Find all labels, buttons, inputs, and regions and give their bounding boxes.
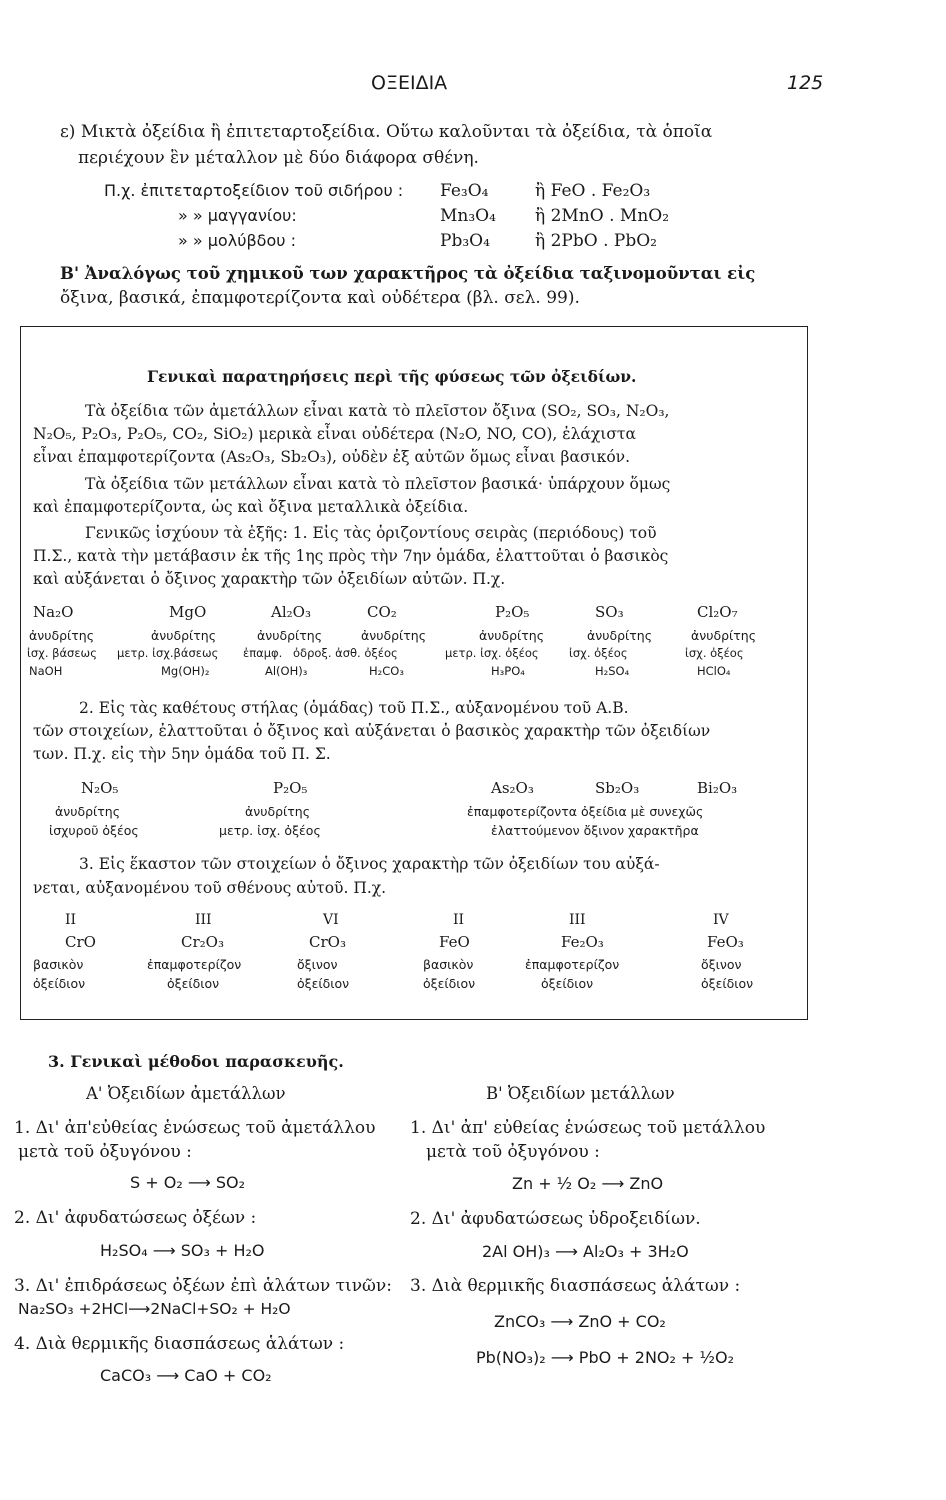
paragraph-line: καὶ αὐξάνεται ὁ ὄξινος χαρακτὴρ τῶν ὀξειδίων αὐτῶν. Π.χ. <box>33 570 506 588</box>
paragraph-line: 3. Εἰς ἕκαστον τῶν στοιχείων ὁ ὄξινος χαρακτὴρ τῶν ὀξειδίων του αὐξά- <box>79 855 660 873</box>
name-cell: ἀνυδρίτης <box>479 628 545 643</box>
example-label: » » μαγγανίου: <box>178 206 297 225</box>
oxide-cell: Fe₂O₃ <box>561 933 604 951</box>
oxide-cell: CrO <box>65 933 96 951</box>
p2o5-desc-1: ἀνυδρίτης <box>245 804 311 819</box>
name-cell: ἀνυδρίτης <box>257 628 323 643</box>
hydroxide-cell: H₃PO₄ <box>491 664 525 678</box>
character-cell: ὀξείδιον <box>167 976 220 991</box>
oxide-cell: Bi₂O₃ <box>697 779 738 797</box>
left-equation-2: H₂SO₄ ⟶ SO₃ + H₂O <box>100 1241 265 1260</box>
valence-cell: VI <box>323 912 339 928</box>
valence-cell: II <box>453 912 465 928</box>
left-method-3: 3. Δι' ἐπιδράσεως ὀξέων ἐπὶ ἁλάτων τινῶν: <box>14 1276 392 1296</box>
name-cell: ἀνυδρίτης <box>29 628 95 643</box>
name-cell: ἀνυδρίτης <box>151 628 217 643</box>
left-method-1b: μετὰ τοῦ ὀξυγόνου : <box>18 1142 192 1162</box>
character-cell: ὀξείδιον <box>701 976 754 991</box>
hydroxide-cell: H₂SO₄ <box>595 664 630 678</box>
character-cell: ὀξείδιον <box>297 976 350 991</box>
oxide-cell: CO₂ <box>367 603 397 621</box>
left-method-2: 2. Δι' ἀφυδατώσεως ὀξέων : <box>14 1208 257 1228</box>
box-title: Γενικαὶ παρατηρήσεις περὶ τῆς φύσεως τῶν ὀξειδίων. <box>147 367 637 386</box>
character-cell: ἐπαμφ. <box>243 646 283 660</box>
oxide-cell: Cr₂O₃ <box>181 933 224 951</box>
character-cell: ὄξινον <box>297 957 338 972</box>
hydroxide-cell: H₂CO₃ <box>369 664 404 678</box>
name-cell: ἀνυδρίτης <box>361 628 427 643</box>
mixed-oxides-line-1: ε) Μικτὰ ὀξείδια ἢ ἐπιτεταρτοξείδια. Οὕτω καλοῦνται τὰ ὀξείδια, τὰ ὁποῖα <box>60 122 713 142</box>
character-cell: ὄξινον <box>701 957 742 972</box>
right-heading: Β' Ὀξειδίων μετάλλων <box>486 1084 675 1103</box>
n2o5-desc-2: ἰσχυροῦ ὀξέος <box>49 823 139 838</box>
mixed-oxides-line-2: περιέχουν ἓν μέταλλον μὲ δύο διάφορα σθένη. <box>78 148 479 168</box>
right-method-1: 1. Δι' ἀπ' εὐθείας ἑνώσεως τοῦ μετάλλου <box>410 1118 766 1138</box>
paragraph-line: Τὰ ὀξείδια τῶν μετάλλων εἶναι κατὰ τὸ πλεῖστον βασικά· ὑπάρχουν ὅμως <box>85 475 671 493</box>
example-formula: Fe₃O₄ <box>440 181 489 201</box>
example-alt-formula: ἢ 2PbO . PbO₂ <box>535 231 657 251</box>
character-cell: ἰσχ. ὀξέος <box>569 646 628 660</box>
character-cell: ὀξείδιον <box>423 976 476 991</box>
right-method-2: 2. Δι' ἀφυδατώσεως ὑδροξειδίων. <box>410 1209 701 1229</box>
oxide-cell: Sb₂O₃ <box>595 779 640 797</box>
oxide-cell: MgO <box>169 603 207 621</box>
name-cell: ἀνυδρίτης <box>587 628 653 643</box>
oxide-cell: SO₃ <box>595 603 624 621</box>
character-cell: μετρ. ἰσχ.βάσεως <box>117 646 219 660</box>
name-cell: ἀνυδρίτης <box>691 628 757 643</box>
methods-title: 3. Γενικαὶ μέθοδοι παρασκευῆς. <box>48 1052 344 1071</box>
character-cell: ἐπαμφοτερίζον <box>525 957 620 972</box>
section-b-line-2: ὄξινα, βασικά, ἐπαμφοτερίζοντα καὶ οὐδέτερα (βλ. σελ. 99). <box>60 288 580 308</box>
valence-cell: III <box>195 912 212 928</box>
character-cell: βασικὸν <box>33 957 84 972</box>
rest-desc-1: ἐπαμφοτερίζοντα ὀξείδια μὲ συνεχῶς <box>467 804 704 819</box>
right-equation-1: Zn + ½ O₂ ⟶ ZnO <box>512 1174 664 1193</box>
page-title: ΟΞΕΙΔΙΑ <box>371 72 448 94</box>
p2o5-desc-2: μετρ. ἰσχ. ὀξέος <box>219 823 321 838</box>
left-method-1: 1. Δι' ἀπ'εὐθείας ἑνώσεως τοῦ ἀμετάλλου <box>14 1118 376 1138</box>
oxide-cell: Al₂O₃ <box>271 603 311 621</box>
paragraph-line: Τὰ ὀξείδια τῶν ἀμετάλλων εἶναι κατὰ τὸ πλεῖστον ὄξινα (SO₂, SO₃, N₂O₃, <box>85 402 670 420</box>
oxide-cell: Cl₂O₇ <box>697 603 738 621</box>
right-method-1b: μετὰ τοῦ ὀξυγόνου : <box>426 1142 600 1162</box>
valence-cell: III <box>569 912 586 928</box>
oxide-cell: FeO <box>439 933 470 951</box>
n2o5-desc-1: ἀνυδρίτης <box>55 804 121 819</box>
character-cell: ὀξείδιον <box>541 976 594 991</box>
character-cell: μετρ. ἰσχ. ὀξέος <box>445 646 539 660</box>
character-cell: ἐπαμφοτερίζον <box>147 957 242 972</box>
character-cell: ὀξείδιον <box>33 976 86 991</box>
observations-box <box>20 326 808 1020</box>
paragraph-line: Π.Σ., κατὰ τὴν μετάβασιν ἐκ τῆς 1ης πρὸς τὴν 7ην ὁμάδα, ἐλαττοῦται ὁ βασικὸς <box>33 547 669 565</box>
hydroxide-cell: HClO₄ <box>697 664 731 678</box>
paragraph-line: 2. Εἰς τὰς καθέτους στήλας (ὁμάδας) τοῦ Π.Σ., αὐξανομένου τοῦ Α.Β. <box>79 699 629 717</box>
example-formula: Pb₃O₄ <box>440 231 490 251</box>
character-cell: βασικὸν <box>423 957 474 972</box>
hydroxide-cell: NaOH <box>29 664 63 678</box>
left-equation-3: Na₂SO₃ +2HCl⟶2NaCl+SO₂ + H₂O <box>18 1300 291 1318</box>
rest-desc-2: ἐλαττούμενον ὄξινον χαρακτῆρα <box>491 823 699 838</box>
example-alt-formula: ἢ FeO . Fe₂O₃ <box>535 181 651 201</box>
paragraph-line: τῶν στοιχείων, ἐλαττοῦται ὁ ὄξινος καὶ αὐξάνεται ὁ βασικὸς χαρακτὴρ τῶν ὀξειδίων <box>33 722 711 740</box>
oxide-cell: P₂O₅ <box>273 779 308 797</box>
paragraph-line: Γενικῶς ἰσχύουν τὰ ἑξῆς: 1. Εἰς τὰς ὁριζοντίους σειρὰς (περιόδους) τοῦ <box>85 524 657 542</box>
paragraph-line: νεται, αὐξανομένου τοῦ σθένους αὐτοῦ. Π.χ. <box>33 879 387 897</box>
oxide-cell: Na₂O <box>33 603 74 621</box>
left-method-4: 4. Διὰ θερμικῆς διασπάσεως ἁλάτων : <box>14 1334 345 1354</box>
right-equation-3: ZnCO₃ ⟶ ZnO + CO₂ <box>494 1312 666 1331</box>
paragraph-line: καὶ ἐπαμφοτερίζοντα, ὡς καὶ ὄξινα μεταλλικὰ ὀξείδια. <box>33 498 469 516</box>
paragraph-line: των. Π.χ. εἰς τὴν 5ην ὁμάδα τοῦ Π. Σ. <box>33 745 331 763</box>
example-label: » » μολύβδου : <box>178 231 296 250</box>
oxide-cell: N₂O₅ <box>81 779 119 797</box>
right-equation-4: Pb(NO₃)₂ ⟶ PbO + 2NO₂ + ½O₂ <box>476 1348 735 1367</box>
paragraph-line: N₂O₅, P₂O₃, P₂O₅, CO₂, SiO₂) μερικὰ εἶναι οὐδέτερα (N₂O, NO, CO), ἐλάχιστα <box>33 425 636 443</box>
oxide-cell: As₂O₃ <box>491 779 534 797</box>
left-heading: Α' Ὀξειδίων ἀμετάλλων <box>86 1084 286 1103</box>
section-b-line-1: Β' Ἀναλόγως τοῦ χημικοῦ των χαρακτῆρος τὰ ὀξείδια ταξινομοῦνται εἰς <box>60 264 756 283</box>
left-equation-4: CaCO₃ ⟶ CaO + CO₂ <box>100 1366 272 1385</box>
oxide-cell: FeO₃ <box>707 933 744 951</box>
page-number: 125 <box>787 72 824 94</box>
character-cell: ἰσχ. βάσεως <box>27 646 97 660</box>
right-equation-2: 2Al OH)₃ ⟶ Al₂O₃ + 3H₂O <box>482 1242 689 1261</box>
hydroxide-cell: Al(OH)₃ <box>265 664 308 678</box>
example-formula: Mn₃O₄ <box>440 206 496 226</box>
valence-cell: IV <box>713 912 729 928</box>
paragraph-line: εἶναι ἐπαμφοτερίζοντα (As₂O₃, Sb₂O₃), οὐδὲν ἐξ αὐτῶν ὅμως εἶναι βασικόν. <box>33 448 631 466</box>
left-equation-1: S + O₂ ⟶ SO₂ <box>130 1173 246 1192</box>
right-method-3: 3. Διὰ θερμικῆς διασπάσεως ἁλάτων : <box>410 1276 741 1296</box>
example-label: Π.χ. ἐπιτεταρτοξείδιον τοῦ σιδήρου : <box>104 181 404 200</box>
oxide-cell: CrO₃ <box>309 933 346 951</box>
example-alt-formula: ἢ 2MnO . MnO₂ <box>535 206 670 226</box>
valence-cell: II <box>65 912 77 928</box>
character-cell: ὀδροξ. ἀσθ. ὀξέος <box>293 646 398 660</box>
oxide-cell: P₂O₅ <box>495 603 530 621</box>
hydroxide-cell: Mg(OH)₂ <box>161 664 210 678</box>
character-cell: ἰσχ. ὀξέος <box>685 646 744 660</box>
